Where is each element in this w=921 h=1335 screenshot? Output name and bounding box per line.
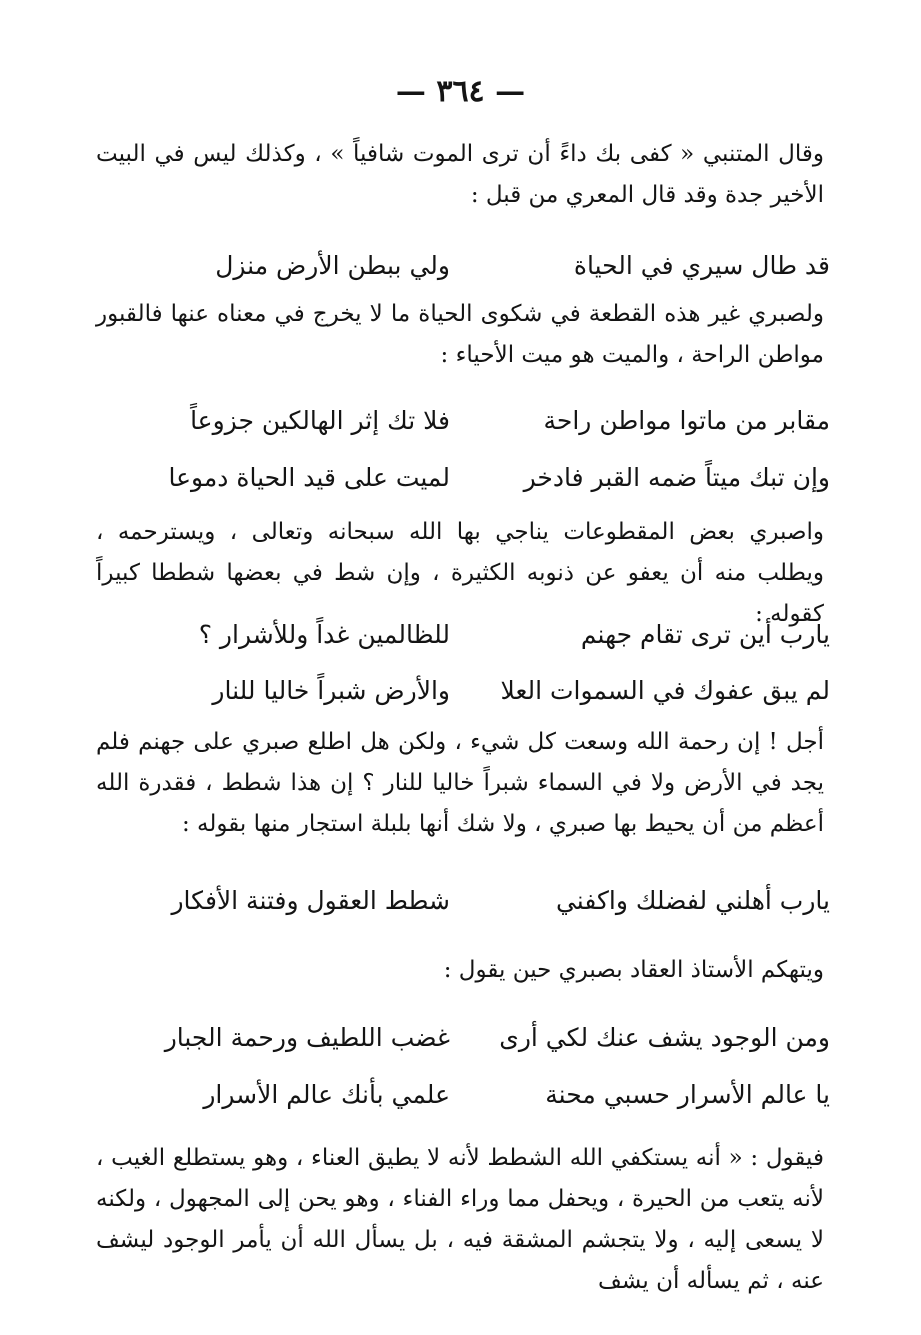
verse-1-hemistich-1: قد طال سيري في الحياة	[573, 251, 830, 280]
paragraph-1: وقال المتنبي « كفى بك داءً أن ترى الموت شافياً » ، وكذلك ليس في البيت الأخير جدة وقد قال المعري من قبل :	[96, 141, 824, 208]
verse-4-hemistich-1: يارب أين ترى تقام جهنم	[580, 620, 830, 649]
paragraph-5: ويتهكم الأستاذ العقاد بصبري حين يقول :	[443, 957, 824, 983]
paragraph-6: فيقول : « أنه يستكفي الله الشطط لأنه لا يطيق العناء ، وهو يستطلع الغيب ، لأنه يتعب من الحيرة ، ويحفل مما وراء الفناء ، وهو يحن إلى المجهول ، ولكنه لا يسعى إليه ، ولا يتجشم المشقة فيه ، بل يسأل الله أن يأمر الوجود ليشف عنه ، ثم يسأله أن يشف	[96, 1145, 824, 1294]
verse-2-hemistich-2: فلا تك إثر الهالكين جزوعاً	[190, 406, 450, 435]
verse-8-hemistich-2: علمي بأنك عالم الأسرار	[203, 1080, 450, 1109]
verse-1-hemistich-2: ولي ببطن الأرض منزل	[215, 251, 450, 280]
page-number: — ٣٦٤ —	[395, 74, 526, 109]
verse-3-hemistich-1: وإن تبك ميتاً ضمه القبر فادخر	[523, 463, 830, 492]
paragraph-3: واصبري بعض المقطوعات يناجي بها الله سبحانه وتعالى ، ويسترحمه ، ويطلب منه أن يعفو عن ذنوبه الكثيرة ، وإن شط في بعضها شططا كبيراً كقوله :	[96, 519, 825, 627]
verse-6-hemistich-2: شطط العقول وفتنة الأفكار	[171, 886, 450, 915]
verse-5-hemistich-2: والأرض شبراً خاليا للنار	[212, 676, 450, 705]
verse-8-hemistich-1: يا عالم الأسرار حسبي محنة	[545, 1080, 830, 1109]
verse-2-hemistich-1: مقابر من ماتوا مواطن راحة	[543, 406, 830, 435]
verse-3-hemistich-2: لميت على قيد الحياة دموعا	[168, 463, 450, 492]
verse-7-hemistich-2: غضب اللطيف ورحمة الجبار	[164, 1023, 450, 1052]
verse-7-hemistich-1: ومن الوجود يشف عنك لكي أرى	[499, 1023, 830, 1052]
verse-6-hemistich-1: يارب أهلني لفضلك واكفني	[555, 886, 830, 915]
verse-4-hemistich-2: للظالمين غداً وللأشرار ؟	[198, 620, 450, 649]
paragraph-2: ولصبري غير هذه القطعة في شكوى الحياة ما لا يخرج في معناه عنها فالقبور مواطن الراحة ، والميت هو ميت الأحياء :	[96, 301, 824, 368]
verse-5-hemistich-1: لم يبق عفوك في السموات العلا	[500, 676, 830, 705]
paragraph-4: أجل ! إن رحمة الله وسعت كل شيء ، ولكن هل اطلع صبري على جهنم فلم يجد في الأرض ولا في السماء شبراً خاليا للنار ؟ إن هذا شطط ، فقدرة الله أعظم من أن يحيط بها صبري ، ولا شك أنها بلبلة استجار منها بقوله :	[96, 729, 824, 837]
